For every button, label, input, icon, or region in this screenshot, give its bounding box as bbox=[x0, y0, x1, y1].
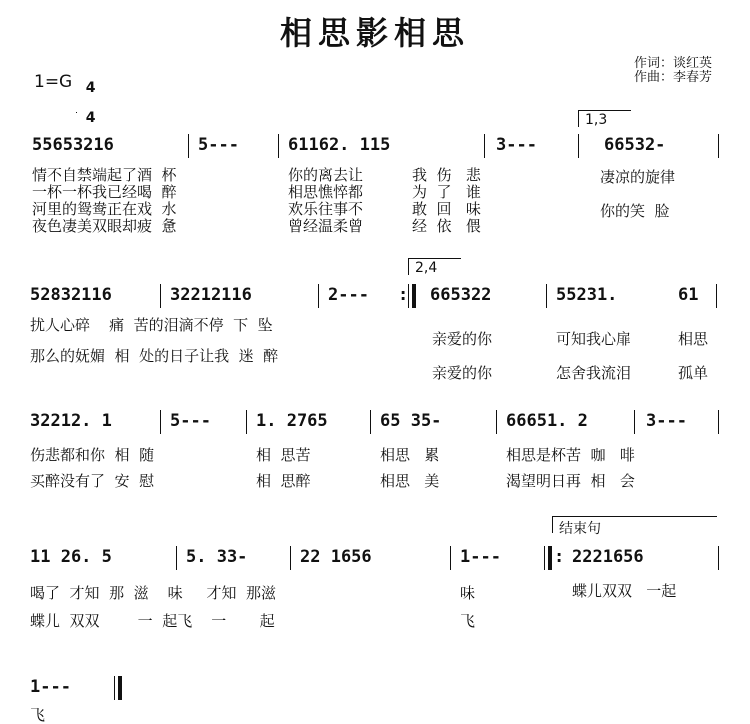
lyric-r3-line6: 相思 美 bbox=[380, 472, 440, 490]
notes-r3-m5: 66651. 2 bbox=[506, 411, 588, 431]
barline-thick-final bbox=[118, 676, 122, 700]
barline-thick bbox=[548, 546, 552, 570]
composer-credit: 作曲：李春芳 bbox=[634, 70, 713, 85]
notes-r1-m1: 55653216 bbox=[32, 135, 114, 155]
time-signature-top: 4 bbox=[85, 80, 96, 96]
barline bbox=[544, 546, 545, 570]
lyric-r1-line11: 敢 回 味 bbox=[412, 200, 481, 218]
notes-r3-m3: 1. 2765 bbox=[256, 411, 328, 431]
lyric-r2-line2: 那么的妩媚 相 处的日子让我 迷 醉 bbox=[30, 347, 279, 365]
lyric-r3-line7: 相思是杯苦 咖 啡 bbox=[506, 446, 635, 464]
barline bbox=[496, 410, 497, 434]
notes-r2-m3: 2--- bbox=[328, 285, 369, 305]
notes-r2-m4: 665322 bbox=[430, 285, 492, 305]
barline bbox=[408, 284, 409, 308]
notes-r5-m1: 1--- bbox=[30, 677, 71, 697]
lyric-r3-line8: 渴望明日再 相 会 bbox=[506, 472, 635, 490]
lyric-r1-line13: 凄凉的旋律 bbox=[600, 168, 676, 186]
lyric-r3-line4: 相 思醉 bbox=[256, 472, 311, 490]
volta-2-4: 2,4 bbox=[408, 258, 461, 275]
lyric-r1-line9: 我 伤 悲 bbox=[412, 166, 481, 184]
lyric-r5-line1: 飞 bbox=[30, 706, 46, 724]
lyric-r2-line6: 怎舍我流泪 bbox=[556, 364, 632, 382]
notes-r4-m2: 5. 33- bbox=[186, 547, 248, 567]
barline bbox=[176, 546, 177, 570]
time-signature-bottom: 4 bbox=[85, 110, 96, 126]
lyric-r1-line10: 为 了 谁 bbox=[412, 183, 481, 201]
lyric-r4-line4: 飞 bbox=[460, 612, 476, 630]
lyric-r3-line3: 相 思苦 bbox=[256, 446, 311, 464]
barline bbox=[546, 284, 547, 308]
notes-r2-m2: 32212116 bbox=[170, 285, 252, 305]
lyric-r1-line7: 欢乐往事不 bbox=[288, 200, 364, 218]
barline bbox=[160, 284, 161, 308]
key-signature: 1=G bbox=[34, 72, 73, 92]
barline bbox=[278, 134, 279, 158]
notes-r2-m6: 61 bbox=[678, 285, 699, 305]
barline bbox=[246, 410, 247, 434]
notes-r1-m2: 5--- bbox=[198, 135, 239, 155]
lyric-r1-line8: 曾经温柔曾 bbox=[288, 217, 364, 235]
notes-r1-m3: 61162. 115 bbox=[288, 135, 391, 155]
repeat-dots: : bbox=[554, 547, 565, 567]
volta-ending: 结束句 bbox=[552, 516, 717, 533]
lyric-r1-line1: 情不自禁端起了酒 杯 bbox=[32, 166, 177, 184]
lyric-r2-line7: 相思 bbox=[678, 330, 709, 348]
barline bbox=[716, 284, 717, 308]
lyric-r2-line4: 亲爱的你 bbox=[432, 364, 493, 382]
notes-r1-m4: 3--- bbox=[496, 135, 537, 155]
barline bbox=[160, 410, 161, 434]
barline bbox=[290, 546, 291, 570]
lyric-r1-line2: 一杯一杯我已经喝 醉 bbox=[32, 183, 177, 201]
lyric-r2-line1: 扰人心碎 痛 苦的泪滴不停 下 坠 bbox=[30, 316, 273, 334]
lyric-r3-line5: 相思 累 bbox=[380, 446, 440, 464]
lyric-r4-line5: 蝶儿双双 一起 bbox=[572, 582, 677, 600]
repeat-dots: : bbox=[398, 285, 409, 305]
barline bbox=[450, 546, 451, 570]
lyric-r1-line4: 夜色凄美双眼却疲 惫 bbox=[32, 217, 177, 235]
time-signature bbox=[76, 66, 96, 126]
barline bbox=[318, 284, 319, 308]
notes-r4-m3: 22 1656 bbox=[300, 547, 372, 567]
lyric-r1-line5: 你的离去让 bbox=[288, 166, 364, 184]
lyric-r4-line3: 味 bbox=[460, 584, 476, 602]
lyric-r1-line6: 相思憔悴都 bbox=[288, 183, 364, 201]
barline-thick bbox=[412, 284, 416, 308]
barline bbox=[718, 410, 719, 434]
song-title: 相思影相思 bbox=[279, 14, 470, 52]
lyric-r4-line2: 蝶儿 双双 一 起飞 一 起 bbox=[30, 612, 275, 630]
lyric-r2-line5: 可知我心扉 bbox=[556, 330, 632, 348]
lyric-r2-line8: 孤单 bbox=[678, 364, 709, 382]
barline bbox=[718, 546, 719, 570]
barline bbox=[634, 410, 635, 434]
notes-r4-m5: 2221656 bbox=[572, 547, 644, 567]
notes-r3-m4: 65 35- bbox=[380, 411, 442, 431]
notes-r2-m1: 52832116 bbox=[30, 285, 112, 305]
lyric-r2-line3: 亲爱的你 bbox=[432, 330, 493, 348]
lyric-r1-line14: 你的笑 脸 bbox=[600, 202, 670, 220]
notes-r3-m2: 5--- bbox=[170, 411, 211, 431]
barline bbox=[484, 134, 485, 158]
lyric-r3-line2: 买醉没有了 安 慰 bbox=[30, 472, 155, 490]
notes-r3-m1: 32212. 1 bbox=[30, 411, 112, 431]
notes-r3-m6: 3--- bbox=[646, 411, 687, 431]
barline bbox=[718, 134, 719, 158]
barline bbox=[370, 410, 371, 434]
lyric-r1-line3: 河里的鸳鸯正在戏 水 bbox=[32, 200, 177, 218]
barline bbox=[578, 134, 579, 158]
notes-r2-m5: 55231. bbox=[556, 285, 618, 305]
lyric-r3-line1: 伤悲都和你 相 随 bbox=[30, 446, 155, 464]
volta-1-3: 1,3 bbox=[578, 110, 631, 127]
barline bbox=[188, 134, 189, 158]
notes-r1-m5: 66532- bbox=[604, 135, 666, 155]
lyric-r1-line12: 经 依 偎 bbox=[412, 217, 481, 235]
lyricist-credit: 作词：谈红英 bbox=[634, 56, 713, 71]
barline bbox=[114, 676, 115, 700]
notes-r4-m4: 1--- bbox=[460, 547, 501, 567]
notes-r4-m1: 11 26. 5 bbox=[30, 547, 112, 567]
lyric-r4-line1: 喝了 才知 那 滋 味 才知 那滋 bbox=[30, 584, 277, 602]
